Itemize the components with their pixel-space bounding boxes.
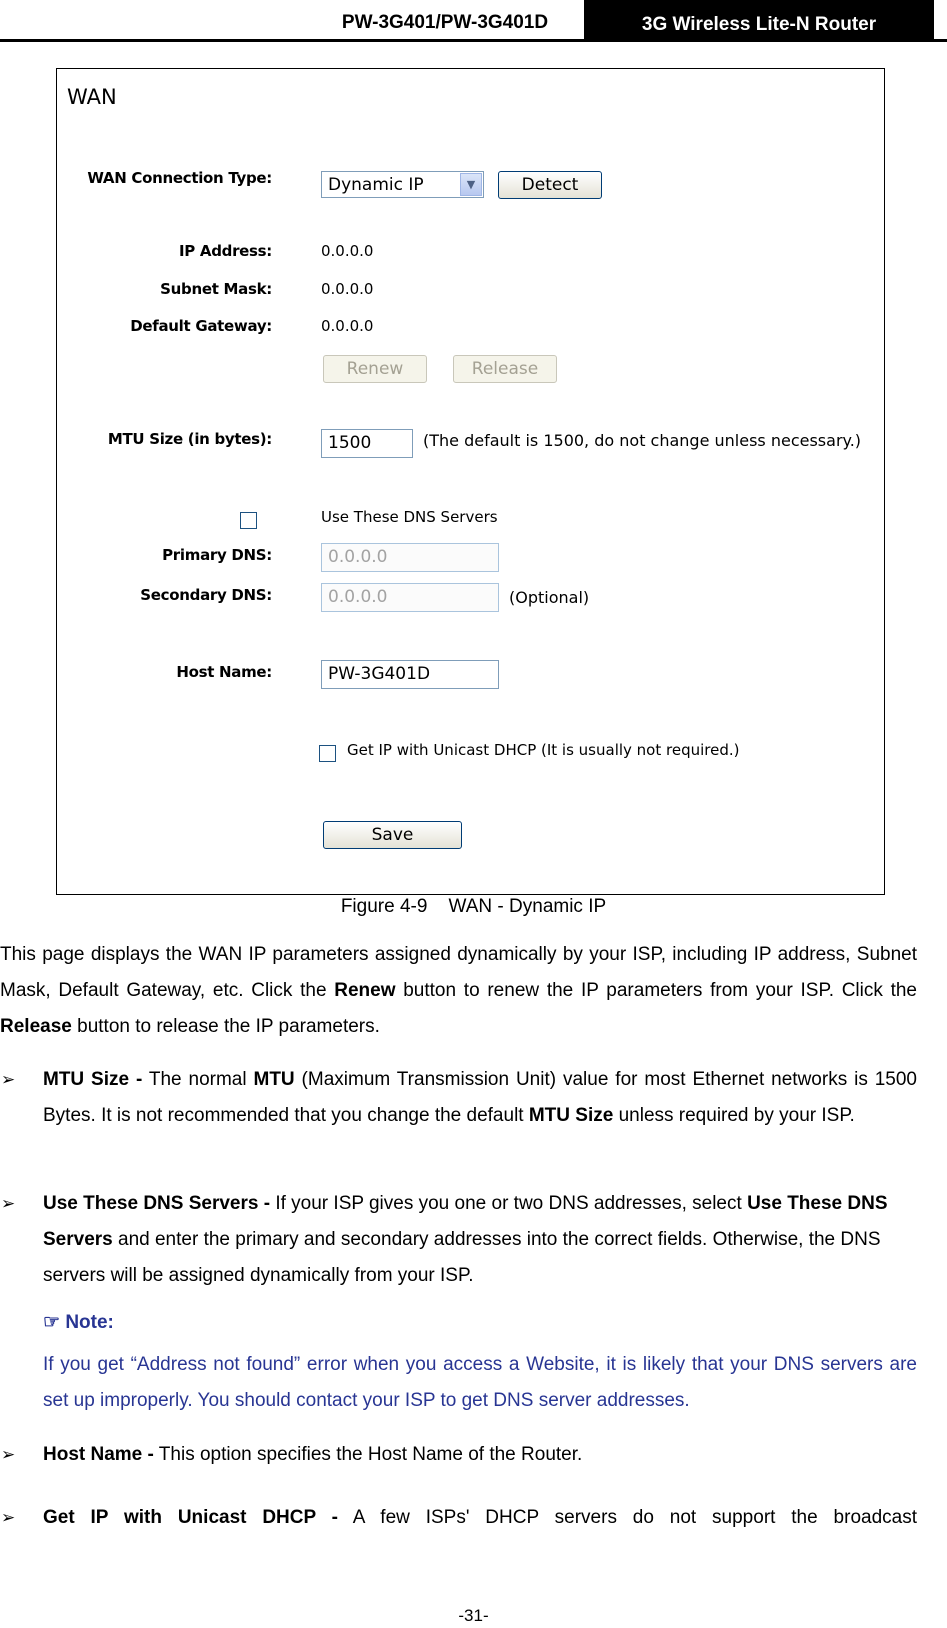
bullet-arrow-icon: ➢ [1, 1508, 16, 1527]
ip-address-label: IP Address: [178, 242, 272, 260]
pointing-hand-icon: ☞ [43, 1312, 61, 1333]
page-header [0, 0, 947, 44]
mtu-text-2: (Maximum Transmission Unit) value for most Ethernet networks is 1500 Bytes. It is not recommended that you change the default [43, 1069, 917, 1126]
bullet-arrow-icon: ➢ [1, 1445, 16, 1464]
unicast-dhcp-label: Get IP with Unicast DHCP (It is usually not required.) [347, 741, 740, 759]
save-button[interactable]: Save [323, 821, 462, 849]
intro-renew-bold: Renew [334, 980, 396, 1001]
release-button[interactable]: Release [453, 355, 557, 383]
renew-button[interactable]: Renew [323, 355, 427, 383]
secondary-dns-input[interactable]: 0.0.0.0 [321, 583, 499, 612]
use-dns-label: Use These DNS Servers [321, 508, 498, 526]
mtu-hint: (The default is 1500, do not change unless necessary.) [423, 431, 862, 450]
dns-text-2: and enter the primary and secondary addresses into the correct fields. Otherwise, the DNS servers will be assigned dynamically from your ISP. [43, 1229, 881, 1286]
note-text: If you get “Address not found” error when you access a Website, it is likely that your DNS servers are set up improperly. You should contact your ISP to get DNS server addresses. [43, 1354, 917, 1411]
host-name-input[interactable]: PW-3G401D [321, 660, 499, 689]
mtu-text-3: unless required by your ISP. [613, 1105, 855, 1126]
intro-text-3: button to release the IP parameters. [71, 1016, 380, 1037]
header-model: PW-3G401/PW-3G401D [341, 12, 549, 33]
intro-text-2: button to renew the IP parameters from your ISP. Click the [395, 980, 917, 1001]
wan-settings-screenshot [56, 68, 885, 895]
mtu-bold-3: MTU Size [528, 1105, 614, 1126]
default-gateway-value: 0.0.0.0 [321, 317, 374, 335]
host-bold-1: Host Name - [43, 1444, 154, 1465]
mtu-size-label: MTU Size (in bytes): [107, 430, 272, 448]
header-rule-end [934, 39, 947, 42]
bullet-arrow-icon: ➢ [1, 1070, 16, 1089]
mtu-bold-2: MTU [253, 1069, 295, 1090]
bullet-arrow-icon: ➢ [1, 1194, 16, 1213]
intro-paragraph [0, 937, 917, 1045]
note-title: Note: [65, 1312, 114, 1333]
use-dns-checkbox[interactable] [240, 512, 257, 529]
mtu-size-input[interactable]: 1500 [321, 429, 413, 458]
page-number: -31- [458, 1606, 489, 1625]
host-text-1: This option specifies the Host Name of the Router. [153, 1444, 583, 1465]
dns-text-1: If your ISP gives you one or two DNS addresses, select [270, 1193, 748, 1214]
secondary-dns-label: Secondary DNS: [140, 586, 272, 604]
unicast-text-1: A few ISPs' DHCP servers do not support the broadcast [338, 1507, 917, 1528]
optional-hint: (Optional) [509, 588, 590, 607]
figure-caption: Figure 4-9 WAN - Dynamic IP [340, 896, 607, 917]
mtu-bold-1: MTU Size - [43, 1069, 143, 1090]
wan-type-select[interactable] [321, 171, 484, 198]
header-rule [0, 39, 947, 42]
detect-button[interactable]: Detect [498, 171, 602, 199]
primary-dns-label: Primary DNS: [162, 546, 272, 564]
ip-address-value: 0.0.0.0 [321, 242, 374, 260]
wan-type-value: Dynamic IP [328, 175, 424, 195]
header-product-tab: 3G Wireless Lite-N Router [584, 0, 934, 42]
unicast-bold-1: Get IP with Unicast DHCP - [43, 1507, 338, 1528]
wan-type-label: WAN Connection Type: [87, 169, 272, 187]
primary-dns-input[interactable]: 0.0.0.0 [321, 543, 499, 572]
wan-title: WAN [67, 85, 117, 109]
mtu-text-1: The normal [142, 1069, 254, 1090]
intro-release-bold: Release [0, 1016, 72, 1037]
dns-bold-1: Use These DNS Servers - [43, 1193, 271, 1214]
subnet-mask-label: Subnet Mask: [160, 280, 272, 298]
default-gateway-label: Default Gateway: [130, 317, 272, 335]
dns-bold-2: Use These DNS Servers [43, 1193, 888, 1250]
chevron-down-icon[interactable]: ▼ [460, 173, 482, 196]
unicast-dhcp-checkbox[interactable] [319, 745, 336, 762]
intro-text-1: This page displays the WAN IP parameters assigned dynamically by your ISP, including IP address, Subnet Mask, Default Gateway, etc. Click the [0, 944, 917, 1001]
note-heading [43, 1311, 114, 1334]
host-name-label: Host Name: [176, 663, 272, 681]
subnet-mask-value: 0.0.0.0 [321, 280, 374, 298]
